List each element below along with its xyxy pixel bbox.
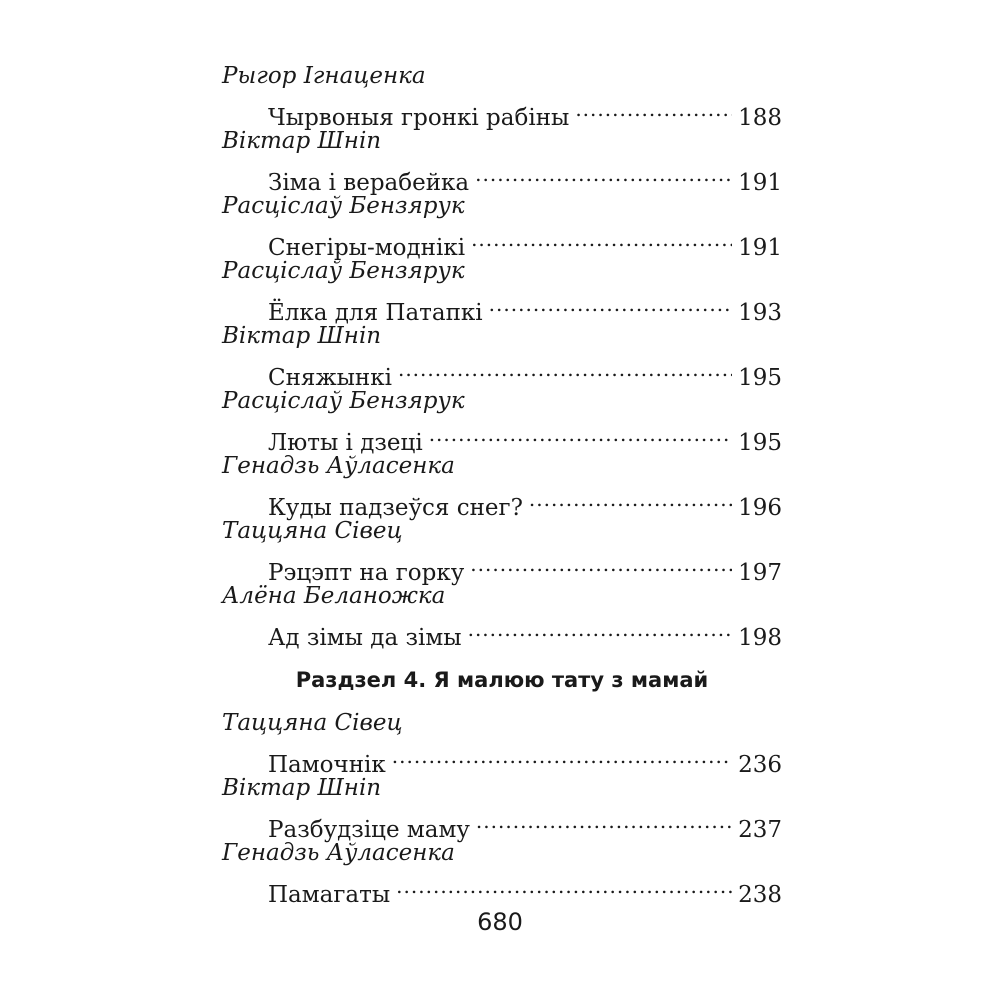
- toc-entry: [222, 482, 782, 521]
- toc-title: Ад зімы да зімы: [268, 625, 462, 651]
- toc-page-number: 191: [738, 235, 782, 261]
- toc-title: Памочнік: [268, 752, 386, 778]
- toc-page-number: 238: [738, 882, 782, 908]
- dot-leader: [471, 222, 732, 255]
- toc-entry: [222, 222, 782, 261]
- toc-title: Памагаты: [268, 882, 391, 908]
- dot-leader: [429, 417, 732, 450]
- dot-leader: [470, 547, 732, 580]
- dot-leader: [529, 482, 732, 515]
- toc-author: Рыгор Ігнаценка: [222, 63, 426, 89]
- toc-page-number: 195: [738, 430, 782, 456]
- toc-title: Снегіры-моднікі: [268, 235, 466, 261]
- toc-item: [222, 580, 782, 651]
- section-heading: Раздзел 4. Я малюю тату з мамай: [295, 668, 709, 692]
- toc-entry: [222, 547, 782, 586]
- toc-author: Расціслаў Бензярук: [222, 258, 465, 284]
- dot-leader: [398, 352, 732, 385]
- dot-leader: [396, 869, 732, 902]
- toc-entry: [222, 612, 782, 651]
- toc-entry: [222, 287, 782, 326]
- toc-group-1: [222, 60, 782, 651]
- page-number: 680: [477, 908, 523, 936]
- toc-title: Разбудзіце маму: [268, 817, 470, 843]
- toc-item: [222, 385, 782, 456]
- toc-item: [222, 190, 782, 261]
- toc-title: Чырвоныя гронкі рабіны: [268, 105, 570, 131]
- dot-leader: [575, 92, 732, 125]
- toc-author: Таццяна Сівец: [222, 710, 403, 736]
- toc-entry: [222, 417, 782, 456]
- toc-page-number: 236: [738, 752, 782, 778]
- toc-title: Рэцэпт на горку: [268, 560, 465, 586]
- dot-leader: [468, 612, 733, 645]
- toc-author: Алёна Беланожка: [222, 583, 446, 609]
- dot-leader: [489, 287, 732, 320]
- toc-title: Люты і дзеці: [268, 430, 423, 456]
- toc-item: [222, 837, 782, 908]
- table-of-contents: [222, 60, 782, 908]
- toc-entry: [222, 739, 782, 778]
- toc-item: [222, 772, 782, 843]
- toc-item: [222, 707, 782, 778]
- toc-page-number: 197: [738, 560, 782, 586]
- dot-leader: [392, 739, 732, 772]
- toc-author: Віктар Шніп: [222, 323, 382, 349]
- toc-entry: [222, 352, 782, 391]
- toc-item: [222, 450, 782, 521]
- toc-page-number: 198: [738, 625, 782, 651]
- toc-title: Сняжынкі: [268, 365, 392, 391]
- toc-entry: [222, 92, 782, 131]
- toc-author: Віктар Шніп: [222, 775, 382, 801]
- toc-title: Ёлка для Патапкі: [268, 300, 483, 326]
- toc-page-number: 196: [738, 495, 782, 521]
- toc-item: [222, 60, 782, 131]
- toc-author: Расціслаў Бензярук: [222, 388, 465, 414]
- toc-item: [222, 320, 782, 391]
- toc-title: Куды падзеўся снег?: [268, 495, 523, 521]
- toc-page-number: 237: [738, 817, 782, 843]
- toc-author: Генадзь Аўласенка: [222, 840, 455, 866]
- toc-entry: [222, 157, 782, 196]
- toc-page-number: 191: [738, 170, 782, 196]
- toc-entry: [222, 869, 782, 908]
- toc-title: Зіма і верабейка: [268, 170, 470, 196]
- toc-author: Генадзь Аўласенка: [222, 453, 455, 479]
- dot-leader: [476, 804, 732, 837]
- dot-leader: [475, 157, 732, 190]
- toc-page-number: 188: [738, 105, 782, 131]
- toc-entry: [222, 804, 782, 843]
- toc-author: Таццяна Сівец: [222, 518, 403, 544]
- toc-author: Віктар Шніп: [222, 128, 382, 154]
- toc-author: Расціслаў Бензярук: [222, 193, 465, 219]
- toc-item: [222, 255, 782, 326]
- toc-group-2: [222, 707, 782, 908]
- toc-page-number: 193: [738, 300, 782, 326]
- toc-page-number: 195: [738, 365, 782, 391]
